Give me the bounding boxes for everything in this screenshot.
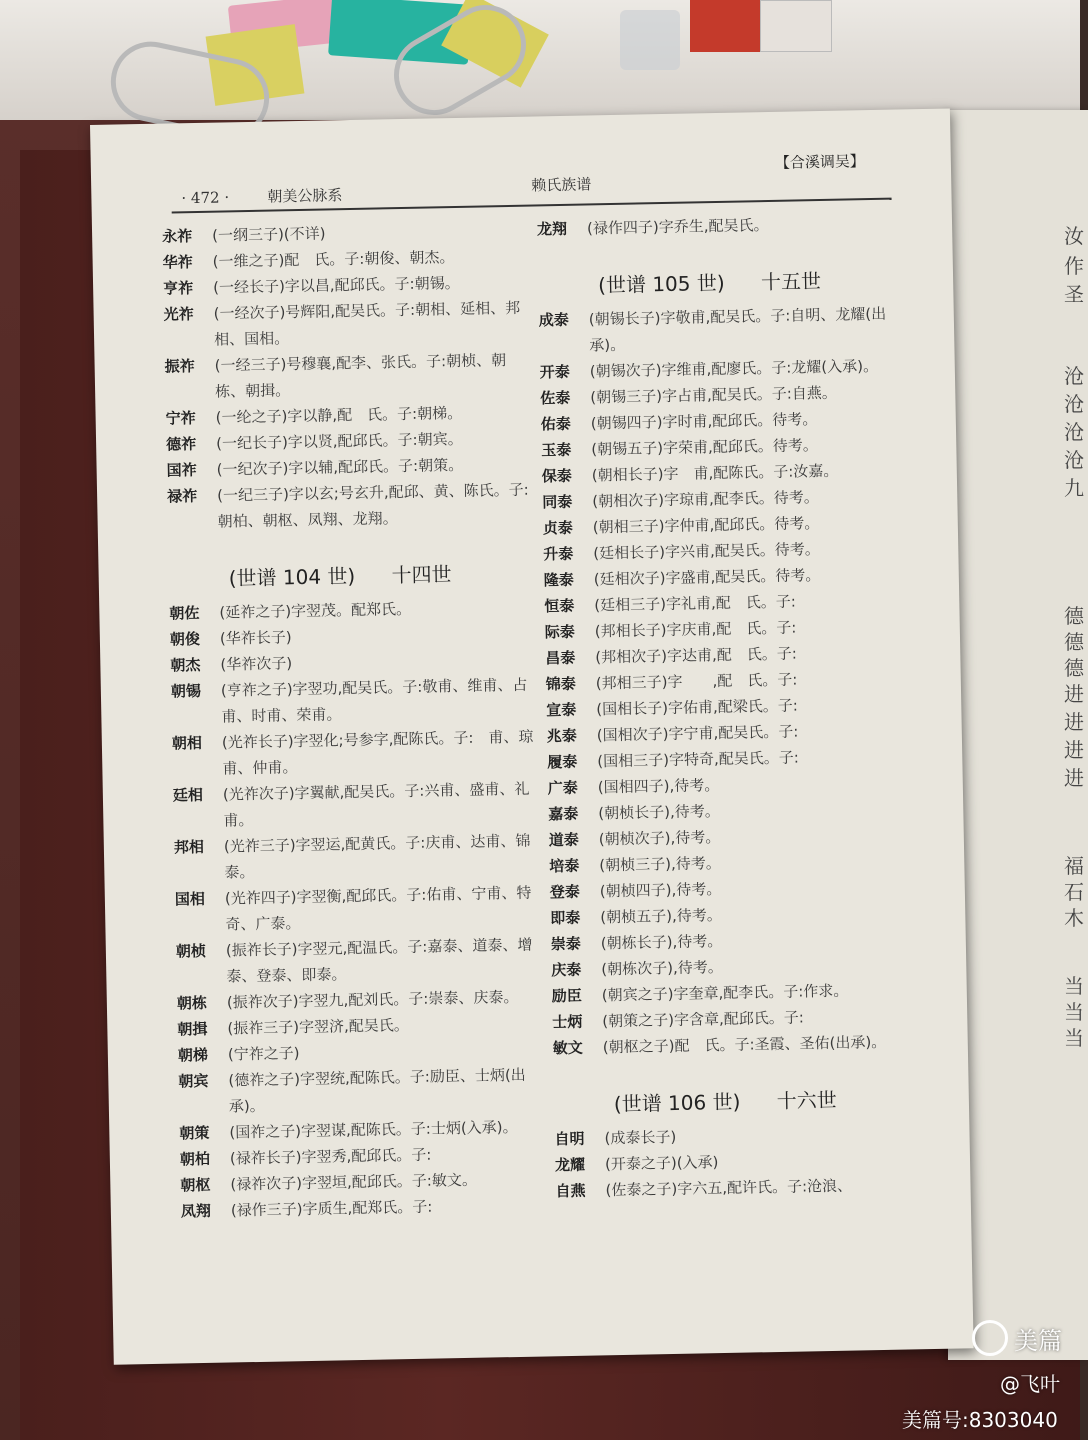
entry-name: 际泰 <box>544 622 576 642</box>
entry-text: (廷相长子)字兴甫,配吴氏。待考。 <box>593 540 820 563</box>
entry-text: (朝栋次子),待考。 <box>601 958 723 979</box>
entry-text: (禄作四子)字乔生,配吴氏。 <box>586 215 769 238</box>
entry-text: (朝锡次子)字维甫,配廖氏。子:龙耀(入承)。 <box>589 356 879 381</box>
entry-text: (朝桢次子),待考。 <box>598 828 721 849</box>
entry-text: (一纪三子)字以玄;号玄升,配邱、黄、陈氏。子:朝柏、朝枢、凤翔、龙翔。 <box>216 480 529 531</box>
entry-text: (振祚长子)字翌元,配温氏。子:嘉泰、道泰、增泰、登泰、即泰。 <box>225 935 533 986</box>
watermark-logo <box>972 1320 1062 1356</box>
next-page-fragment: 石 <box>1064 880 1084 904</box>
page-header <box>90 108 952 214</box>
entry-name: 嘉泰 <box>548 804 579 824</box>
entry-name: 登泰 <box>549 882 580 902</box>
entry-text: (朝锡五子)字荣甫,配邱氏。待考。 <box>591 436 818 459</box>
entry-name: 贞泰 <box>542 518 574 538</box>
meipian-logo-icon <box>972 1320 1008 1356</box>
entry-text: (振祚三子)字翌济,配吴氏。 <box>227 1016 409 1038</box>
next-page-fragment: 进 <box>1064 766 1084 790</box>
entry-name: 隆泰 <box>543 570 575 590</box>
entry-name: 即泰 <box>550 908 581 928</box>
book-page <box>90 108 974 1364</box>
genealogy-entry <box>539 300 910 359</box>
entry-name: 崇泰 <box>550 934 581 954</box>
entry-name: 励臣 <box>551 986 582 1006</box>
genealogy-entry <box>167 476 538 535</box>
entry-text: (一纪次子)字以辅,配邱氏。子:朝策。 <box>216 455 464 479</box>
entry-name: 朝揖 <box>177 1019 208 1039</box>
next-page-fragment: 木 <box>1064 906 1084 930</box>
entry-text: (光祚长子)字翌化;号参字,配陈氏。子: 甫、琼甫、仲甫。 <box>221 727 534 778</box>
entry-text: (朝相次子)字琼甫,配李氏。待考。 <box>592 488 819 511</box>
entry-name: 朝宾 <box>178 1071 209 1091</box>
entry-text: (禄祚长子)字翌秀,配邱氏。子: <box>229 1145 432 1168</box>
entry-text: (一纪长子)字以贤,配邱氏。子:朝宾。 <box>215 429 463 453</box>
entry-text: (华祚次子) <box>220 654 293 674</box>
red-package <box>690 0 760 52</box>
generation-name: 十五世 <box>760 268 822 295</box>
watermark-id: 美篇号:8303040 <box>902 1408 1058 1432</box>
section-tag: 【合溪调吴】 <box>774 152 866 172</box>
entry-name: 成泰 <box>538 310 570 330</box>
genealogy-entry <box>175 879 546 938</box>
entry-text: (廷相次子)字盛甫,配吴氏。待考。 <box>593 566 821 589</box>
entry-text: (朝桢五子),待考。 <box>600 906 722 927</box>
entry-name: 宣泰 <box>546 700 577 720</box>
entry-name: 宁祚 <box>165 409 196 428</box>
entry-text: (一经次子)号辉阳,配吴氏。子:朝相、延相、邦相、国相。 <box>213 298 521 349</box>
entry-name: 同泰 <box>542 492 573 512</box>
entry-name: 恒泰 <box>544 596 575 616</box>
entry-name: 禄祚 <box>166 487 198 506</box>
entry-name: 自燕 <box>555 1181 586 1201</box>
lineage-label: 朝美公脉系 <box>267 186 343 206</box>
entry-text: (振祚次子)字翌九,配刘氏。子:崇泰、庆泰。 <box>226 987 519 1012</box>
entry-text: (亨祚之子)字翌功,配吴氏。子:敬甫、维甫、占甫、时甫、荣甫。 <box>220 675 528 726</box>
genealogy-entry <box>164 347 535 406</box>
entry-text: (开泰之子)(入承) <box>604 1153 719 1174</box>
entry-text: (朝相三子)字仲甫,配邱氏。待考。 <box>592 514 820 537</box>
entry-name: 光祚 <box>163 305 194 324</box>
entry-name: 升泰 <box>543 544 574 564</box>
genealogy-entry <box>172 723 543 782</box>
entry-name: 朝策 <box>179 1123 210 1143</box>
entry-name: 履泰 <box>547 752 578 772</box>
plastic-bag <box>620 10 680 70</box>
entry-text: (国祚之子)字翌谋,配陈氏。子:士炳(入承)。 <box>229 1117 518 1142</box>
generation-heading <box>614 1082 924 1117</box>
entry-name: 朝杰 <box>170 655 201 675</box>
book-title: 赖氏族谱 <box>531 175 592 195</box>
entry-name: 朝栋 <box>176 993 208 1013</box>
entry-name: 培泰 <box>549 856 580 876</box>
entry-name: 开泰 <box>539 362 571 382</box>
entry-text: (朝相长子)字 甫,配陈氏。子:汝嘉。 <box>591 461 839 485</box>
entry-text: (一经长子)字以昌,配邱氏。子:朝锡。 <box>212 273 460 297</box>
entry-text: (一纶之子)字以静,配 氏。子:朝梯。 <box>215 403 463 427</box>
entry-text: (佐泰之子)字六五,配许氏。子:沧浪、 <box>605 1176 853 1200</box>
entry-text: (廷相三子)字礼甫,配 氏。子: <box>594 592 796 615</box>
entry-name: 朝梯 <box>177 1045 209 1065</box>
genealogy-entry <box>171 671 542 730</box>
next-page-fragment: 沧 <box>1064 420 1084 444</box>
next-page-fragment: 德 <box>1064 656 1084 680</box>
entry-text: (宁祚之子) <box>227 1044 300 1064</box>
genealogy-entry <box>174 827 545 886</box>
next-page-fragment: 进 <box>1064 682 1084 706</box>
next-page-fragment: 沧 <box>1064 364 1084 388</box>
entry-name: 朝柏 <box>179 1149 211 1169</box>
entry-name: 兆泰 <box>546 726 578 746</box>
entry-text: (朝策之子)字含章,配邱氏。子: <box>602 1008 804 1031</box>
entry-list <box>162 217 538 536</box>
entry-name: 佑泰 <box>540 414 572 434</box>
entry-name: 朝俊 <box>169 629 201 649</box>
generation-heading <box>598 263 908 298</box>
next-page-fragment: 进 <box>1064 738 1084 762</box>
entry-text: (一维之子)配 氏。子:朝俊、朝杰。 <box>212 248 455 271</box>
entry-text: (朝桢四子),待考。 <box>599 880 722 901</box>
entry-name: 朝锡 <box>170 681 202 701</box>
entry-name: 保泰 <box>541 466 573 486</box>
next-page-fragment: 德 <box>1064 604 1084 628</box>
entry-text: (国相长子)字佑甫,配梁氏。子: <box>596 696 798 719</box>
next-page-fragment: 九 <box>1064 476 1084 500</box>
generation-heading <box>228 556 538 591</box>
entry-text: (邦相次子)字达甫,配 氏。子: <box>595 644 797 667</box>
entry-name: 敏文 <box>552 1038 583 1058</box>
entry-list <box>537 209 907 242</box>
entry-text: (朝锡长子)字敬甫,配吴氏。子:自明、龙耀(出承)。 <box>588 304 887 355</box>
white-box <box>760 0 832 52</box>
next-page-fragment: 沧 <box>1064 448 1084 472</box>
entry-list <box>169 593 551 1224</box>
next-page-fragment: 当 <box>1064 1000 1084 1024</box>
right-column <box>537 209 926 1204</box>
genealogy-entry <box>537 209 907 242</box>
entry-name: 朝枢 <box>180 1175 211 1195</box>
generation-name: 十六世 <box>776 1087 837 1113</box>
entry-text: (延祚之子)字翌茂。配郑氏。 <box>219 599 412 622</box>
entry-name: 华祚 <box>162 253 193 272</box>
generation-name: 十四世 <box>391 562 452 588</box>
entry-text: (一经三子)号穆襄,配李、张氏。子:朝桢、朝栋、朝揖。 <box>214 351 507 401</box>
entry-text: (光祚三子)字翌运,配黄氏。子:庆甫、达甫、锦泰。 <box>223 831 531 882</box>
genealogy-entry <box>176 931 547 990</box>
entry-name: 佐泰 <box>540 388 571 408</box>
generation-label: (世谱 105 世) <box>597 270 725 298</box>
entry-name: 朝佐 <box>169 603 200 623</box>
entry-text: (朝桢三子),待考。 <box>599 854 721 875</box>
next-page-fragment: 圣 <box>1064 282 1084 306</box>
entry-name: 玉泰 <box>541 440 572 460</box>
entry-name: 国相 <box>174 889 206 909</box>
entry-text: (朝枢之子)配 氏。子:圣霞、圣佑(出承)。 <box>602 1032 887 1057</box>
entry-list <box>554 1119 925 1204</box>
entry-name: 国祚 <box>166 461 197 480</box>
next-page-fragment: 当 <box>1064 1026 1084 1050</box>
generation-label: (世谱 106 世) <box>613 1089 741 1117</box>
watermark-app-name: 美篇 <box>1014 1326 1062 1355</box>
entry-text: (禄作三子)字质生,配郑氏。子: <box>230 1197 433 1220</box>
entry-text: (光祚四子)字翌衡,配邱氏。子:佑甫、宁甫、特奇、广泰。 <box>224 883 532 934</box>
entry-name: 自明 <box>554 1129 585 1149</box>
entry-text: (朝锡四子)字时甫,配邱氏。待考。 <box>590 410 818 433</box>
watermark-user: @飞叶 <box>1000 1372 1060 1396</box>
entry-text: (一纲三子)(不详) <box>211 224 326 245</box>
entry-list <box>539 300 923 1061</box>
entry-text: (华祚长子) <box>219 628 292 648</box>
entry-name: 朝相 <box>171 733 203 753</box>
entry-text: (国相四子),待考。 <box>597 776 720 797</box>
entry-name: 锦泰 <box>545 674 577 694</box>
next-page-fragment: 作 <box>1064 254 1084 278</box>
entry-text: (国相三子)字特奇,配吴氏。子: <box>597 748 799 771</box>
entry-name: 庆泰 <box>551 960 582 980</box>
entry-name: 士炳 <box>552 1012 583 1032</box>
entry-name: 廷相 <box>172 785 204 805</box>
generation-label: (世谱 104 世) <box>228 563 356 591</box>
entry-text: (德祚之子)字翌统,配陈氏。子:励臣、士炳(出承)。 <box>228 1065 526 1116</box>
genealogy-entry <box>173 775 544 834</box>
next-page-fragment: 福 <box>1064 854 1084 878</box>
left-column <box>162 217 551 1225</box>
entry-name: 龙翔 <box>536 219 568 239</box>
entry-text: (朝宾之子)字奎章,配李氏。子:作求。 <box>601 981 849 1005</box>
next-page-fragment: 进 <box>1064 710 1084 734</box>
entry-name: 朝桢 <box>175 941 207 961</box>
entry-name: 凤翔 <box>180 1201 212 1221</box>
entry-text: (朝桢长子),待考。 <box>598 802 720 823</box>
entry-name: 永祚 <box>161 227 193 246</box>
page-number: · 472 · <box>181 188 230 208</box>
next-page-fragment: 汝 <box>1064 224 1084 248</box>
entry-name: 广泰 <box>547 778 579 798</box>
next-page-fragment: 当 <box>1064 974 1084 998</box>
entry-text: (国相次子)字宁甫,配吴氏。子: <box>596 722 799 745</box>
entry-text: (朝栋长子),待考。 <box>600 932 723 953</box>
entry-name: 邦相 <box>173 837 205 857</box>
entry-text: (光祚次子)字翼献,配吴氏。子:兴甫、盛甫、礼甫。 <box>222 779 530 830</box>
next-page-fragment: 德 <box>1064 630 1084 654</box>
entry-name: 德祚 <box>165 435 197 454</box>
entry-name: 昌泰 <box>545 648 576 668</box>
entry-text: (禄祚次子)字翌垣,配邱氏。子:敏文。 <box>230 1170 478 1194</box>
genealogy-entry <box>163 295 534 354</box>
entry-text: (成泰长子) <box>604 1127 677 1148</box>
genealogy-entry <box>178 1061 549 1120</box>
entry-name: 亨祚 <box>162 279 194 298</box>
entry-name: 振祚 <box>164 357 195 376</box>
entry-text: (邦相长子)字庆甫,配 氏。子: <box>594 618 797 641</box>
entry-name: 道泰 <box>548 830 579 850</box>
next-page-fragment: 沧 <box>1064 392 1084 416</box>
entry-name: 龙耀 <box>554 1155 586 1175</box>
entry-text: (邦相三子)字 ,配 氏。子: <box>595 670 798 693</box>
entry-text: (朝锡三子)字占甫,配吴氏。子:自燕。 <box>590 383 837 407</box>
